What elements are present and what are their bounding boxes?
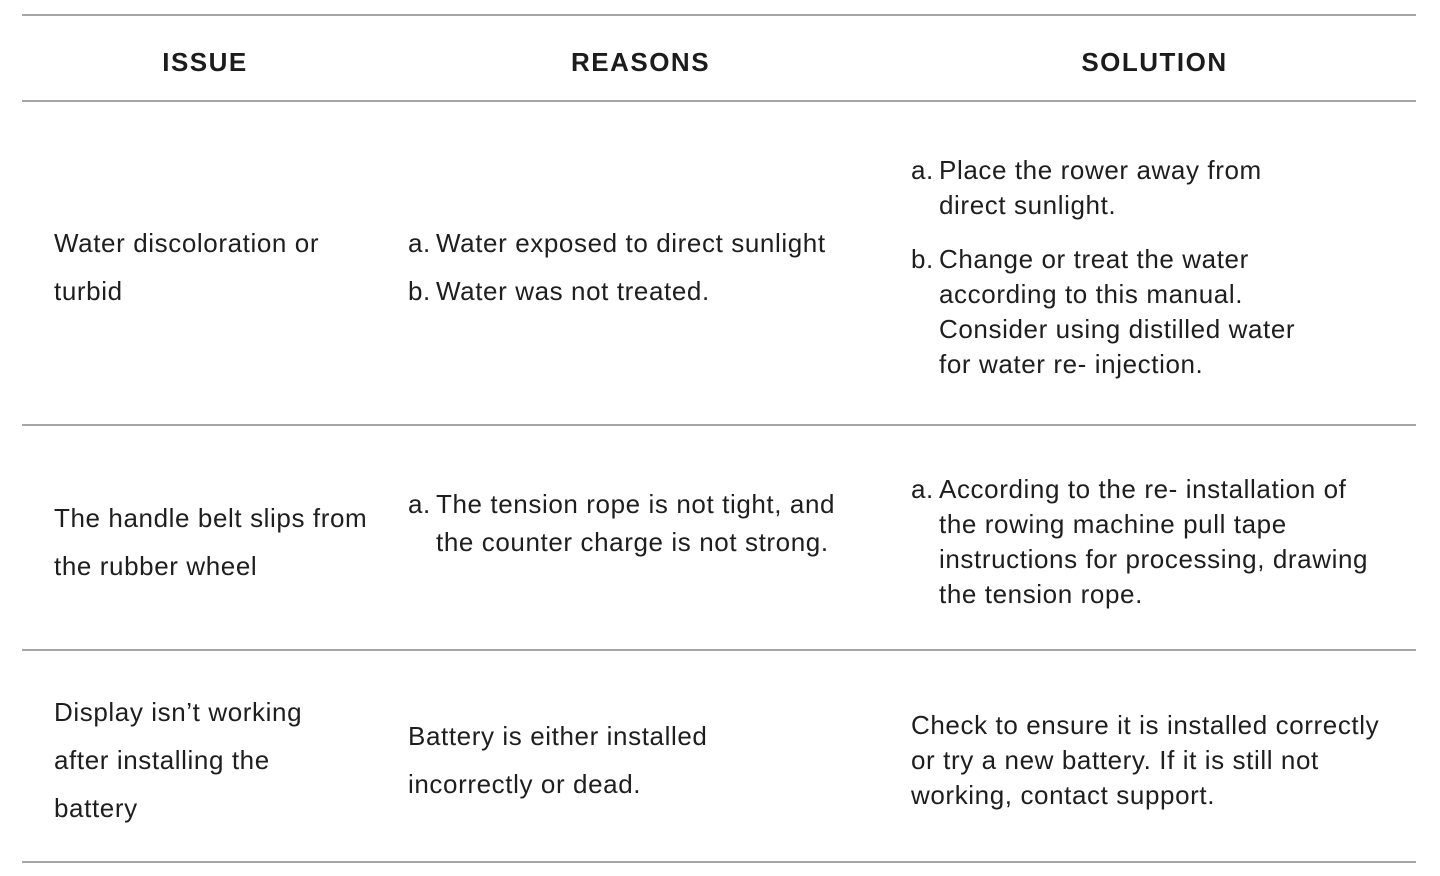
row1-solution [911,153,1331,382]
row2-reasons [408,485,838,561]
row3-solution: Check to ensure it is installed correctly or try a new battery. If it is still not working, contact support. [911,710,1380,810]
table-top-rule [22,14,1416,16]
row2-issue: The handle belt slips from the rubber wheel [54,503,368,581]
header-reasons: REASONS [570,47,711,77]
header-solution: SOLUTION [1081,47,1228,77]
list-item: a. Water exposed to direct sunlight [408,228,826,258]
list-item: b. Change or treat the water according to this manual. Consider using distilled water for water re- injection. [911,244,1296,379]
row3-issue: Display isn’t working after installing the battery [54,697,303,823]
list-item: a. Place the rower away from direct sunlight. [911,155,1262,220]
row1-issue: Water discoloration or turbid [54,228,320,306]
row2-solution [911,472,1381,612]
header-rule [22,100,1416,102]
row1-rule [22,424,1416,426]
list-item: a. The tension rope is not tight, and the counter charge is not strong. [408,489,836,557]
table-bottom-rule [22,861,1416,863]
header-issue: ISSUE [162,47,248,77]
list-item: b. Water was not treated. [408,276,710,306]
row1-reasons [408,226,888,309]
row2-rule [22,649,1416,651]
row3-reasons: Battery is either installed incorrectly or dead. [408,721,708,799]
list-item: a. According to the re- installation of the rowing machine pull tape instructions for processing, drawing the tension rope. [911,474,1369,609]
